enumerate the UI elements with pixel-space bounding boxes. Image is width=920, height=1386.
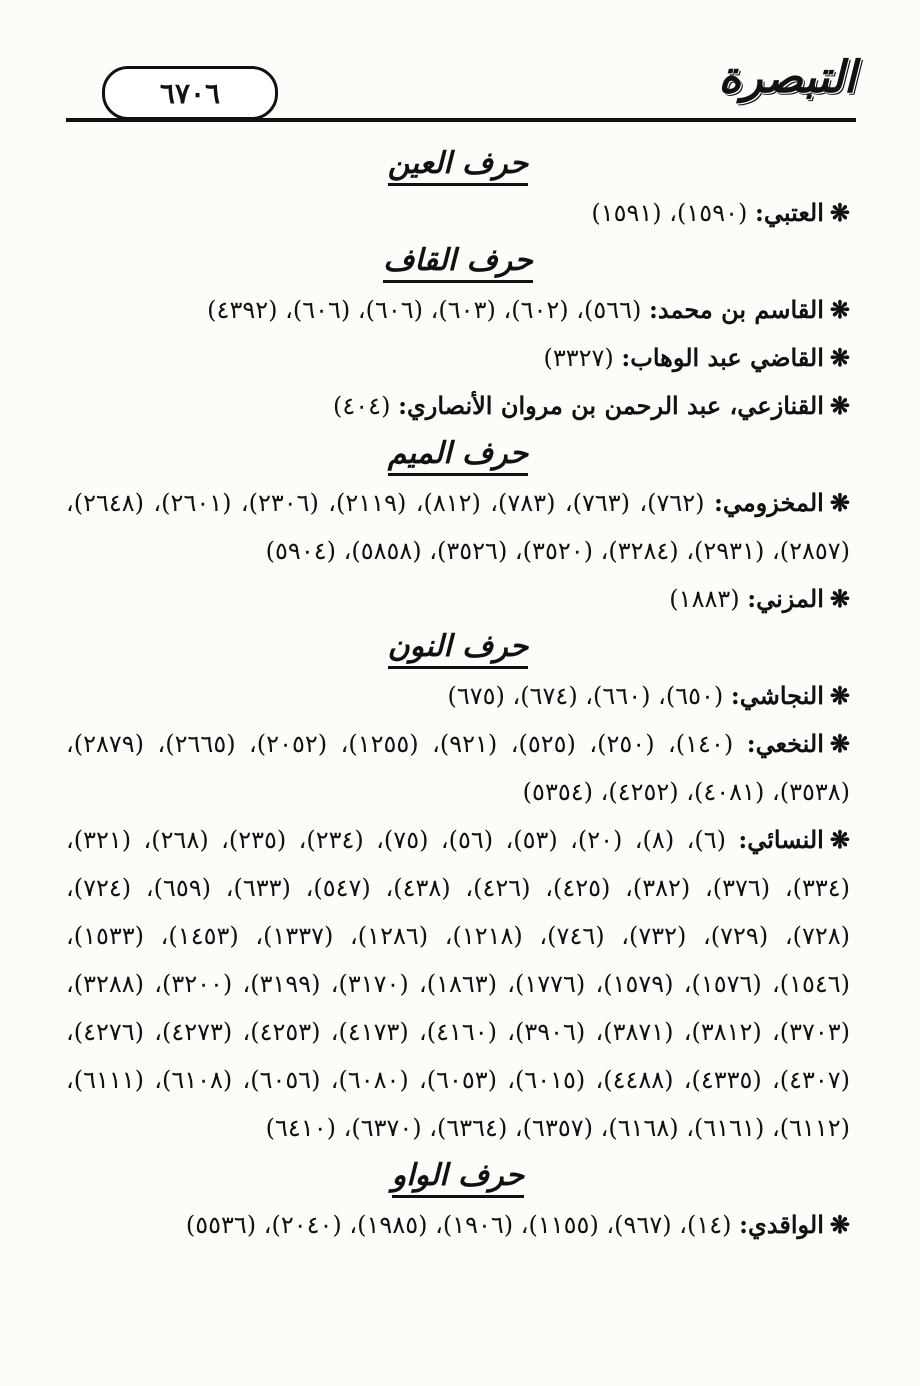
entry-name: القاضي عبد الوهاب:	[621, 343, 824, 372]
entry-name: القنازعي، عبد الرحمن بن مروان الأنصاري:	[398, 391, 824, 420]
entry-references: (٧٦٢)، (٧٦٣)، (٧٨٣)، (٨١٢)، (٢١١٩)، (٢٣٠٦)، (٢٦٠١)، (٢٦٤٨)، (٢٨٥٧)، (٢٩٣١)، (٣٢٨٤)، (٣٥٢٠)، (٣٥٢٦)، (٥٨٥٨)، (٥٩٠٤)	[66, 489, 850, 565]
entry-references: (١٥٩٠)، (١٥٩١)	[591, 199, 748, 227]
bullet-icon: ❋	[829, 681, 850, 710]
bullet-icon: ❋	[829, 584, 850, 613]
index-entry	[66, 189, 850, 237]
section-title	[66, 146, 850, 181]
entry-references: (١٤٠)، (٢٥٠)، (٥٢٥)، (٩٢١)، (١٢٥٥)، (٢٠٥٢)، (٢٦٦٥)، (٢٨٧٩)، (٣٥٣٨)، (٤٠٨١)، (٤٢٥٢)، (٥٣٥٤)	[66, 730, 850, 806]
index-entry	[66, 575, 850, 623]
index-entry	[66, 672, 850, 720]
entry-references: (٤٠٤)	[333, 392, 391, 420]
bullet-icon: ❋	[829, 729, 850, 758]
bullet-icon: ❋	[829, 1210, 850, 1239]
entry-references: (٣٣٢٧)	[543, 344, 614, 372]
entry-references: (٦)، (٨)، (٢٠)، (٥٣)، (٥٦)، (٧٥)، (٢٣٤)، (٢٣٥)، (٢٦٨)، (٣٢١)، (٣٣٤)، (٣٧٦)، (٣٨٢)، (٤٢٥)، (٤٢٦)، (٤٣٨)، (٥٤٧)، (٦٣٣)، (٦٥٩)، (٧٢٤)، (٧٢٨)، (٧٢٩)، (٧٣٢)، (٧٤٦)، (١٢١٨)، (١٢٨٦)، (١٣٣٧)، (١٤٥٣)، (١٥٣٣)، (١٥٤٦)، (١٥٧٦)، (١٥٧٩)، (١٧٧٦)، (١٨٦٣)، (٣١٧٠)، (٣١٩٩)، (٣٢٠٠)، (٣٢٨٨)، (٣٧٠٣)، (٣٨١٢)، (٣٨٧١)، (٣٩٠٦)، (٤١٦٠)، (٤١٧٣)، (٤٢٥٣)، (٤٢٧٣)، (٤٢٧٦)، (٤٣٠٧)، (٤٣٣٥)، (٤٤٨٨)، (٦٠١٥)، (٦٠٥٣)، (٦٠٨٠)، (٦٠٥٦)، (٦١٠٨)، (٦١١١)، (٦١١٢)، (٦١٦١)، (٦١٦٨)، (٦٣٥٧)، (٦٣٦٤)، (٦٣٧٠)، (٦٤١٠)	[66, 826, 851, 1142]
section-title-text: حرف الواو	[392, 1158, 524, 1198]
section-title-text: حرف الميم	[388, 436, 528, 476]
entry-references: (٥٦٦)، (٦٠٢)، (٦٠٣)، (٦٠٦)، (٦٠٦)، (٤٣٩٢)	[207, 296, 642, 324]
entry-references: (٦٥٠)، (٦٦٠)، (٦٧٤)، (٦٧٥)	[447, 682, 724, 710]
page-number-badge: ٦٧٠٦	[102, 66, 278, 120]
entry-name: النسائي:	[738, 825, 824, 854]
entry-references: (١٨٨٣)	[669, 585, 740, 613]
index-entry	[66, 334, 850, 382]
bullet-icon: ❋	[829, 488, 850, 517]
bullet-icon: ❋	[829, 295, 850, 324]
header-rule	[66, 118, 856, 122]
index-entry	[66, 720, 850, 816]
index-entry	[66, 816, 850, 1152]
page-header	[66, 52, 856, 122]
section-title-text: حرف النون	[388, 629, 529, 669]
book-title-logo: التبصرة	[718, 52, 856, 103]
bullet-icon: ❋	[829, 825, 850, 854]
index-content	[66, 140, 850, 1249]
bullet-icon: ❋	[829, 198, 850, 227]
section-title	[66, 436, 850, 471]
section-title	[66, 1158, 850, 1193]
entry-name: الواقدي:	[739, 1210, 824, 1239]
section-title-text: حرف القاف	[383, 243, 533, 283]
entry-name: النجاشي:	[730, 681, 824, 710]
section-title	[66, 243, 850, 278]
entry-references: (١٤)، (٩٦٧)، (١١٥٥)، (١٩٠٦)، (١٩٨٥)، (٢٠٤٠)، (٥٥٣٦)	[185, 1211, 732, 1239]
index-entry	[66, 286, 850, 334]
section-title	[66, 629, 850, 664]
entry-name: العتبي:	[754, 198, 824, 227]
index-entry	[66, 382, 850, 430]
entry-name: النخعي:	[746, 729, 824, 758]
index-entry	[66, 479, 850, 575]
section-title-text: حرف العين	[388, 146, 528, 186]
bullet-icon: ❋	[829, 391, 850, 420]
entry-name: المزني:	[747, 584, 824, 613]
bullet-icon: ❋	[829, 343, 850, 372]
entry-name: القاسم بن محمد:	[649, 295, 824, 324]
entry-name: المخزومي:	[713, 488, 824, 517]
index-entry	[66, 1201, 850, 1249]
